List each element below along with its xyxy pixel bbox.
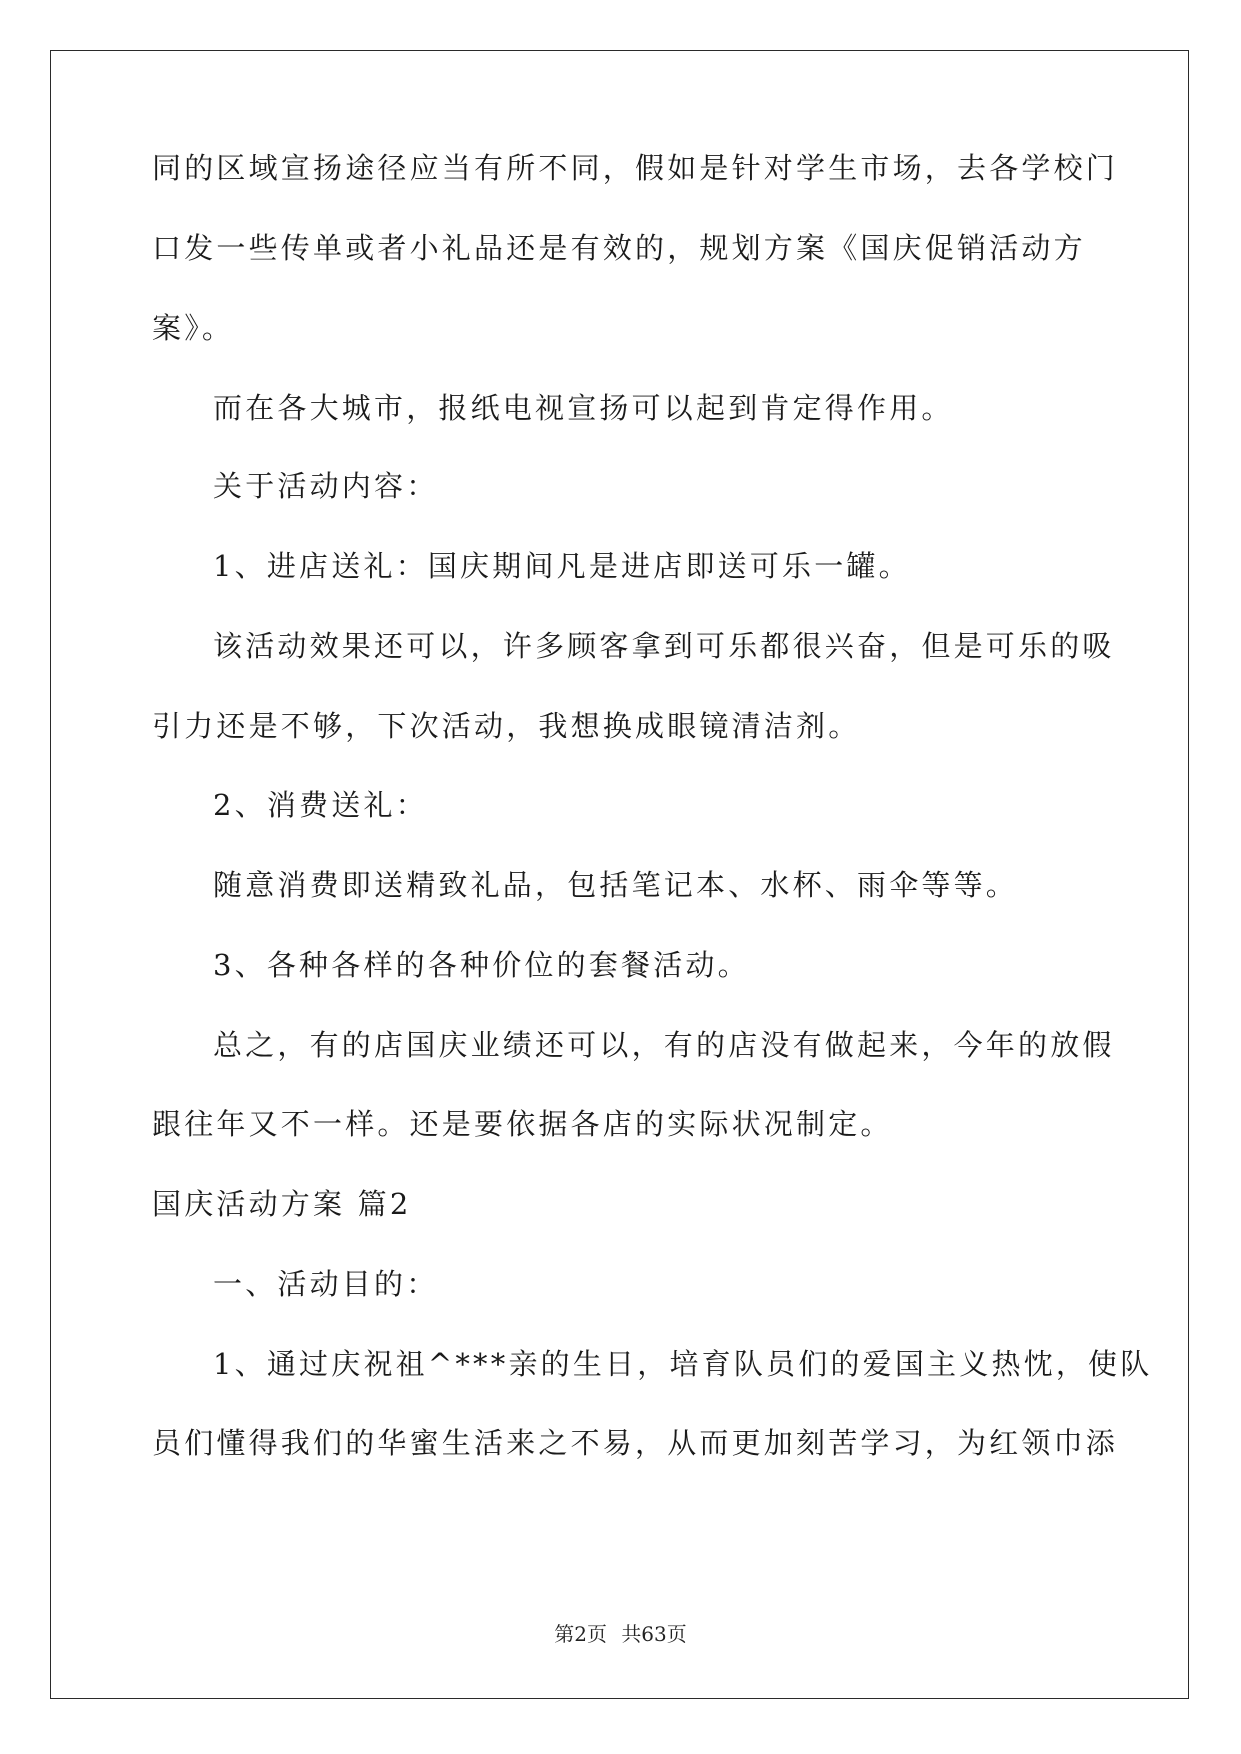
page-number: 第2页 [554,1622,607,1646]
text-line: 关于活动内容： [213,469,439,503]
text-line: 随意消费即送精致礼品，包括笔记本、水杯、雨伞等等。 [213,868,1019,902]
text-line: 1、进店送礼：国庆期间凡是进店即送可乐一罐。 [213,549,911,583]
text-line: 而在各大城市，报纸电视宣扬可以起到肯定得作用。 [213,391,954,425]
text-line: 3、各种各样的各种价位的套餐活动。 [213,948,750,982]
text-line: 总之，有的店国庆业绩还可以，有的店没有做起来，今年的放假 [213,1028,1115,1062]
text-line: 引力还是不够，下次活动，我想换成眼镜清洁剂。 [152,709,861,743]
text-line: 跟往年又不一样。还是要依据各店的实际状况制定。 [152,1107,893,1141]
page-total: 共63页 [621,1622,687,1646]
page-footer [0,1618,1241,1647]
text-line: 1、通过庆祝祖^***亲的生日，培育队员们的爱国主义热忱，使队 [213,1347,1153,1381]
text-line: 2、消费送礼： [213,788,428,822]
text-line: 同的区域宣扬途径应当有所不同，假如是针对学生市场，去各学校门 [152,151,1119,185]
text-line: 口发一些传单或者小礼品还是有效的，规划方案《国庆促销活动方 [152,231,1086,265]
text-line: 该活动效果还可以，许多顾客拿到可乐都很兴奋，但是可乐的吸 [213,629,1115,663]
section-heading: 国庆活动方案 篇2 [152,1187,412,1221]
text-line: 一、活动目的： [213,1267,439,1301]
text-line: 案》。 [152,311,235,345]
text-line: 员们懂得我们的华蜜生活来之不易，从而更加刻苦学习，为红领巾添 [152,1426,1119,1460]
